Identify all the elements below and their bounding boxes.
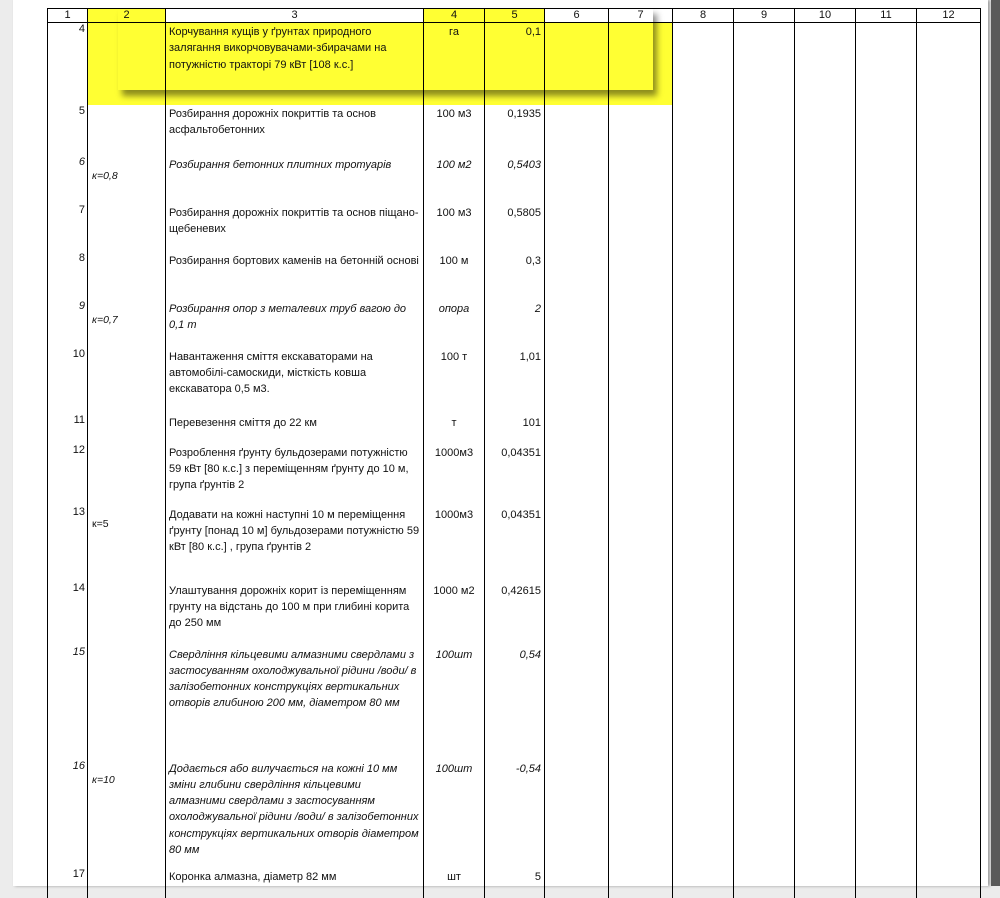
- empty-cell[interactable]: [856, 204, 917, 252]
- quantity-cell[interactable]: 0,3: [485, 252, 545, 300]
- column-number-header-row: [48, 9, 981, 23]
- description-cell[interactable]: Розбирання опор з металевих труб вагою до 0,1 т: [166, 300, 424, 348]
- empty-cell[interactable]: [734, 300, 795, 348]
- empty-cell[interactable]: [917, 444, 981, 506]
- empty-cell[interactable]: [917, 252, 981, 300]
- coefficient-cell[interactable]: [88, 582, 166, 646]
- coefficient-label: к=0,8: [92, 169, 118, 182]
- description-cell[interactable]: Перевезення сміття до 22 км: [166, 414, 424, 444]
- empty-cell[interactable]: [545, 582, 609, 646]
- empty-cell[interactable]: [609, 156, 673, 204]
- quantity-cell[interactable]: 0,5403: [485, 156, 545, 204]
- row-number-cell[interactable]: 6: [48, 156, 88, 204]
- unit-cell[interactable]: 1000 м2: [424, 582, 485, 646]
- coefficient-cell[interactable]: [88, 444, 166, 506]
- description-cell[interactable]: Розбирання дорожніх покриттів та основ піщано-щебеневих: [166, 204, 424, 252]
- empty-cell[interactable]: [795, 582, 856, 646]
- table-row[interactable]: [48, 506, 981, 582]
- empty-cell[interactable]: [673, 506, 734, 582]
- quantity-cell[interactable]: 1,01: [485, 348, 545, 414]
- column-header-4[interactable]: 4: [424, 9, 485, 23]
- description-cell[interactable]: Розбирання бортових каменів на бетонній основі: [166, 252, 424, 300]
- empty-cell[interactable]: [545, 105, 609, 156]
- description-cell[interactable]: Свердління кільцевими алмазними свердлами з застосуванням охолоджувальної рідини /води/ в залізобетонних конструкціях вертикальних отворів глибиною 200 мм, діаметром 80 мм: [166, 646, 424, 760]
- quantity-cell[interactable]: 0,1: [485, 23, 545, 105]
- empty-cell[interactable]: [609, 582, 673, 646]
- empty-cell[interactable]: [856, 300, 917, 348]
- empty-cell[interactable]: [545, 646, 609, 760]
- description-cell[interactable]: Розроблення ґрунту бульдозерами потужністю 59 кВт [80 к.с.] з переміщенням ґрунту до 10 м, група ґрунтів 2: [166, 444, 424, 506]
- empty-cell[interactable]: [917, 506, 981, 582]
- table-row[interactable]: [48, 646, 981, 760]
- empty-cell[interactable]: [673, 252, 734, 300]
- description-cell[interactable]: Корчування кущів у ґрунтах природного залягання викорчовувачами-збирачами на потужністю тракторі 79 кВт [108 к.с.]: [166, 23, 424, 105]
- empty-cell[interactable]: [545, 444, 609, 506]
- column-header-2[interactable]: 2: [88, 9, 166, 23]
- empty-cell[interactable]: [545, 252, 609, 300]
- coefficient-label: к=5: [92, 517, 109, 530]
- empty-cell[interactable]: [917, 414, 981, 444]
- empty-cell[interactable]: [856, 646, 917, 760]
- table-row[interactable]: [48, 105, 981, 156]
- empty-cell[interactable]: [545, 414, 609, 444]
- coefficient-cell[interactable]: [88, 646, 166, 760]
- empty-cell[interactable]: [856, 252, 917, 300]
- description-cell[interactable]: Додається або вилучається на кожні 10 мм зміни глибини свердління кільцевими алмазними свердлами з застосуванням охолоджувальної рідини /води/ в залізобетонних конструкціях вертикальних отворів діаметром 80 мм: [166, 760, 424, 868]
- empty-cell[interactable]: [734, 444, 795, 506]
- empty-cell[interactable]: [856, 105, 917, 156]
- unit-cell[interactable]: 1000м3: [424, 444, 485, 506]
- empty-cell[interactable]: [795, 868, 856, 898]
- empty-cell[interactable]: [609, 444, 673, 506]
- unit-cell[interactable]: 100 м2: [424, 156, 485, 204]
- empty-cell[interactable]: [673, 646, 734, 760]
- empty-cell[interactable]: [673, 444, 734, 506]
- empty-cell[interactable]: [609, 760, 673, 868]
- empty-cell[interactable]: [734, 646, 795, 760]
- empty-cell[interactable]: [673, 868, 734, 898]
- spreadsheet-page: [13, 0, 988, 886]
- empty-cell[interactable]: [856, 156, 917, 204]
- empty-cell[interactable]: [545, 204, 609, 252]
- empty-cell[interactable]: [856, 582, 917, 646]
- empty-cell[interactable]: [856, 414, 917, 444]
- empty-cell[interactable]: [673, 348, 734, 414]
- unit-cell[interactable]: 100 м: [424, 252, 485, 300]
- unit-cell[interactable]: 100шт: [424, 760, 485, 868]
- empty-cell[interactable]: [734, 506, 795, 582]
- column-header-10[interactable]: 10: [795, 9, 856, 23]
- description-cell[interactable]: Розбирання дорожніх покриттів та основ асфальтобетонних: [166, 105, 424, 156]
- empty-cell[interactable]: [609, 252, 673, 300]
- empty-cell[interactable]: [795, 300, 856, 348]
- empty-cell[interactable]: [609, 300, 673, 348]
- row-number-cell[interactable]: 7: [48, 204, 88, 252]
- empty-cell[interactable]: [609, 868, 673, 898]
- empty-cell[interactable]: [795, 156, 856, 204]
- empty-cell[interactable]: [734, 414, 795, 444]
- empty-cell[interactable]: [795, 414, 856, 444]
- quantity-cell[interactable]: 0,04351: [485, 444, 545, 506]
- empty-cell[interactable]: [734, 204, 795, 252]
- column-header-7[interactable]: 7: [609, 9, 673, 23]
- row-number-cell[interactable]: 8: [48, 252, 88, 300]
- empty-cell[interactable]: [795, 646, 856, 760]
- table-row[interactable]: [48, 414, 981, 444]
- empty-cell[interactable]: [734, 23, 795, 105]
- empty-cell[interactable]: [795, 252, 856, 300]
- empty-cell[interactable]: [673, 105, 734, 156]
- empty-cell[interactable]: [734, 582, 795, 646]
- unit-cell[interactable]: 100 т: [424, 348, 485, 414]
- empty-cell[interactable]: [917, 300, 981, 348]
- coefficient-cell[interactable]: [88, 204, 166, 252]
- unit-cell[interactable]: 1000м3: [424, 506, 485, 582]
- unit-cell[interactable]: 100 м3: [424, 204, 485, 252]
- row-number-cell[interactable]: 4: [48, 23, 88, 105]
- unit-cell[interactable]: 100шт: [424, 646, 485, 760]
- coefficient-cell[interactable]: [88, 506, 166, 582]
- empty-cell[interactable]: [545, 760, 609, 868]
- empty-cell[interactable]: [609, 646, 673, 760]
- unit-cell[interactable]: 100 м3: [424, 105, 485, 156]
- empty-cell[interactable]: [734, 252, 795, 300]
- table-row[interactable]: [48, 582, 981, 646]
- row-number-cell[interactable]: 9: [48, 300, 88, 348]
- description-cell[interactable]: Додавати на кожні наступні 10 м переміщення ґрунту [понад 10 м] бульдозерами потужністю 59 кВт [80 к.с.] , група ґрунтів 2: [166, 506, 424, 582]
- empty-cell[interactable]: [795, 760, 856, 868]
- table-row[interactable]: [48, 444, 981, 506]
- empty-cell[interactable]: [795, 444, 856, 506]
- empty-cell[interactable]: [673, 582, 734, 646]
- coefficient-cell[interactable]: [88, 300, 166, 348]
- empty-cell[interactable]: [795, 23, 856, 105]
- table-row[interactable]: [48, 868, 981, 898]
- empty-cell[interactable]: [545, 300, 609, 348]
- empty-cell[interactable]: [609, 414, 673, 444]
- empty-cell[interactable]: [545, 868, 609, 898]
- empty-cell[interactable]: [673, 156, 734, 204]
- column-header-9[interactable]: 9: [734, 9, 795, 23]
- description-cell[interactable]: Коронка алмазна, діаметр 82 мм: [166, 868, 424, 898]
- empty-cell[interactable]: [795, 348, 856, 414]
- row-number-cell[interactable]: 10: [48, 348, 88, 414]
- empty-cell[interactable]: [917, 105, 981, 156]
- empty-cell[interactable]: [545, 348, 609, 414]
- coefficient-label: к=0,7: [92, 313, 118, 326]
- table-row[interactable]: [48, 348, 981, 414]
- scrollbar-track[interactable]: [991, 0, 1000, 886]
- empty-cell[interactable]: [673, 414, 734, 444]
- row-number-cell[interactable]: 17: [48, 868, 88, 898]
- coefficient-cell[interactable]: [88, 252, 166, 300]
- quantity-cell[interactable]: 101: [485, 414, 545, 444]
- empty-cell[interactable]: [795, 506, 856, 582]
- empty-cell[interactable]: [917, 868, 981, 898]
- empty-cell[interactable]: [609, 506, 673, 582]
- table-row[interactable]: [48, 156, 981, 204]
- empty-cell[interactable]: [856, 506, 917, 582]
- unit-cell[interactable]: га: [424, 23, 485, 105]
- quantity-cell[interactable]: 0,5805: [485, 204, 545, 252]
- empty-cell[interactable]: [545, 156, 609, 204]
- empty-cell[interactable]: [609, 105, 673, 156]
- empty-cell[interactable]: [673, 23, 734, 105]
- quantity-cell[interactable]: 0,1935: [485, 105, 545, 156]
- row-number-cell[interactable]: 5: [48, 105, 88, 156]
- column-header-1[interactable]: 1: [48, 9, 88, 23]
- quantity-cell[interactable]: 0,04351: [485, 506, 545, 582]
- description-cell[interactable]: Розбирання бетонних плитних тротуарів: [166, 156, 424, 204]
- table-row[interactable]: [48, 23, 981, 105]
- description-cell[interactable]: Навантаження сміття екскаваторами на автомобілі-самоскиди, місткість ковша екскаватора 0,5 м3.: [166, 348, 424, 414]
- row-number-cell[interactable]: 11: [48, 414, 88, 444]
- row-number-cell[interactable]: 15: [48, 646, 88, 760]
- coefficient-cell[interactable]: [88, 760, 166, 868]
- empty-cell[interactable]: [609, 23, 673, 105]
- quantity-cell[interactable]: 0,54: [485, 646, 545, 760]
- empty-cell[interactable]: [917, 760, 981, 868]
- coefficient-cell[interactable]: [88, 23, 166, 105]
- coefficient-cell[interactable]: [88, 156, 166, 204]
- coefficient-cell[interactable]: [88, 348, 166, 414]
- column-header-6[interactable]: 6: [545, 9, 609, 23]
- empty-cell[interactable]: [609, 204, 673, 252]
- empty-cell[interactable]: [917, 582, 981, 646]
- empty-cell[interactable]: [917, 156, 981, 204]
- coefficient-cell[interactable]: [88, 414, 166, 444]
- coefficient-cell[interactable]: [88, 868, 166, 898]
- column-header-5[interactable]: 5: [485, 9, 545, 23]
- column-header-11[interactable]: 11: [856, 9, 917, 23]
- empty-cell[interactable]: [917, 23, 981, 105]
- empty-cell[interactable]: [673, 300, 734, 348]
- coefficient-label: к=10: [92, 773, 115, 786]
- empty-cell[interactable]: [734, 348, 795, 414]
- quantity-cell[interactable]: 5: [485, 868, 545, 898]
- empty-cell[interactable]: [917, 204, 981, 252]
- empty-cell[interactable]: [856, 868, 917, 898]
- empty-cell[interactable]: [673, 760, 734, 868]
- empty-cell[interactable]: [795, 204, 856, 252]
- row-number-cell[interactable]: 12: [48, 444, 88, 506]
- empty-cell[interactable]: [734, 868, 795, 898]
- table-row[interactable]: [48, 300, 981, 348]
- table-row[interactable]: [48, 760, 981, 868]
- empty-cell[interactable]: [856, 760, 917, 868]
- unit-cell[interactable]: шт: [424, 868, 485, 898]
- empty-cell[interactable]: [856, 348, 917, 414]
- table-row[interactable]: [48, 204, 981, 252]
- empty-cell[interactable]: [734, 156, 795, 204]
- empty-cell[interactable]: [609, 348, 673, 414]
- unit-cell[interactable]: опора: [424, 300, 485, 348]
- empty-cell[interactable]: [545, 23, 609, 105]
- empty-cell[interactable]: [856, 23, 917, 105]
- column-header-12[interactable]: 12: [917, 9, 981, 23]
- quantity-cell[interactable]: 2: [485, 300, 545, 348]
- empty-cell[interactable]: [734, 760, 795, 868]
- row-number-cell[interactable]: 14: [48, 582, 88, 646]
- quantity-cell[interactable]: 0,42615: [485, 582, 545, 646]
- empty-cell[interactable]: [734, 105, 795, 156]
- column-header-3[interactable]: 3: [166, 9, 424, 23]
- empty-cell[interactable]: [545, 506, 609, 582]
- empty-cell[interactable]: [856, 444, 917, 506]
- description-cell[interactable]: Улаштування дорожніх корит із переміщенням грунту на відстань до 100 м при глибині корита до 250 мм: [166, 582, 424, 646]
- column-header-8[interactable]: 8: [673, 9, 734, 23]
- estimate-table: [47, 8, 981, 898]
- quantity-cell[interactable]: -0,54: [485, 760, 545, 868]
- unit-cell[interactable]: т: [424, 414, 485, 444]
- row-number-cell[interactable]: 13: [48, 506, 88, 582]
- row-number-cell[interactable]: 16: [48, 760, 88, 868]
- empty-cell[interactable]: [917, 348, 981, 414]
- empty-cell[interactable]: [673, 204, 734, 252]
- empty-cell[interactable]: [795, 105, 856, 156]
- coefficient-cell[interactable]: [88, 105, 166, 156]
- empty-cell[interactable]: [917, 646, 981, 760]
- table-row[interactable]: [48, 252, 981, 300]
